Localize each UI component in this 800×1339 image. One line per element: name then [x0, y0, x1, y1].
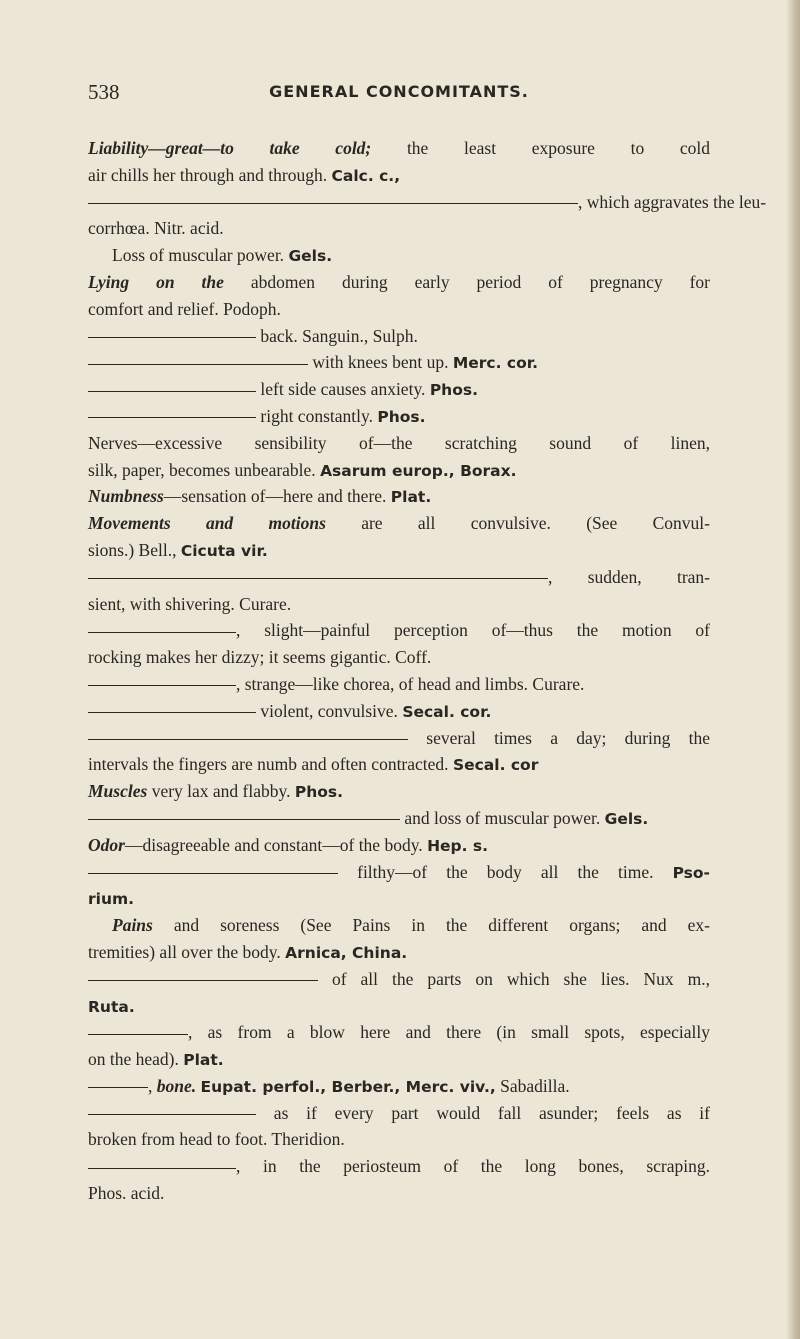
text-line [88, 376, 710, 403]
text-line [88, 1019, 710, 1046]
remedy-name: Merc. cor. [452, 354, 539, 373]
headword: Numbness [88, 486, 164, 507]
text-run: broken from head to foot. Theridion. [88, 1129, 345, 1150]
text-run: air chills her through and through. [88, 164, 332, 185]
ditto-dash [88, 685, 236, 686]
text-line [88, 1046, 710, 1073]
text-line [88, 617, 710, 644]
ditto-dash [88, 203, 578, 204]
text-line [88, 430, 710, 457]
text-run: filthy—of the body all the time. [338, 861, 673, 882]
text-line [88, 564, 710, 591]
text-run: , [148, 1075, 157, 1096]
text-line [88, 1126, 710, 1153]
text-run: sions.) Bell., [88, 539, 181, 560]
remedy-name: Arnica, China. [285, 943, 408, 962]
text-line [88, 671, 710, 698]
headword: Odor [88, 834, 125, 855]
text-line [88, 725, 710, 752]
text-line [88, 269, 710, 296]
remedy-name: Secal. cor [452, 756, 539, 775]
remedy-name: Gels. [288, 247, 333, 266]
text-line [88, 215, 710, 242]
text-line [88, 805, 710, 832]
text-run: of all the parts on which she lies. Nux m., [318, 968, 710, 989]
text-line [88, 1100, 710, 1127]
remedy-name: Cicuta vir. [180, 541, 268, 560]
text-line [88, 189, 767, 216]
remedy-name: Hep. s. [427, 836, 489, 855]
text-run: the least exposure to cold [371, 138, 710, 158]
text-line [88, 510, 710, 537]
remedy-name: Secal. cor. [402, 702, 492, 721]
remedy-name: rium. [88, 890, 135, 909]
remedy-name: Phos. [294, 783, 344, 802]
text-line [88, 457, 710, 484]
headword: Muscles [88, 781, 148, 802]
text-run: as if every part would fall asunder; feels as if [256, 1102, 710, 1123]
text-line [88, 698, 710, 725]
ditto-dash [88, 391, 256, 392]
text-run: violent, convulsive. [256, 700, 403, 721]
ditto-dash [88, 1168, 236, 1169]
headword: Lying on the [88, 271, 224, 292]
text-line [88, 537, 710, 564]
text-run: , in the periosteum of the long bones, scraping. [236, 1156, 710, 1177]
ditto-dash [88, 578, 548, 579]
text-run: Phos. acid. [88, 1183, 165, 1204]
remedy-name: Plat. [183, 1051, 224, 1070]
text-line [88, 349, 710, 376]
text-run: , which aggravates the leu- [578, 191, 767, 212]
remedy-name: Pso- [672, 863, 710, 882]
text-line [88, 751, 710, 778]
text-line [88, 1153, 710, 1180]
entry-list [88, 135, 767, 1207]
text-run: with knees bent up. [308, 352, 453, 373]
text-run: Sabadilla. [495, 1075, 570, 1096]
ditto-dash [88, 819, 400, 820]
page-edge [786, 0, 800, 1339]
text-run: are all convulsive. (See Convul- [325, 513, 710, 534]
text-run: sient, with shivering. Curare. [88, 593, 292, 614]
running-header [88, 80, 710, 110]
text-run: , strange—like chorea, of head and limbs. Curare. [236, 673, 585, 694]
text-line [88, 242, 710, 269]
text-line [88, 993, 710, 1020]
ditto-dash [88, 1034, 188, 1035]
text-line [88, 135, 710, 162]
ditto-dash [88, 364, 308, 365]
text-line [88, 162, 710, 189]
remedy-name: Gels. [604, 809, 649, 828]
remedy-name: Phos. [377, 407, 426, 426]
ditto-dash [88, 712, 256, 713]
text-line [88, 644, 710, 671]
ditto-dash [88, 417, 256, 418]
text-run: silk, paper, becomes unbearable. [88, 459, 321, 480]
text-run: corrhœa. Nitr. acid. [88, 218, 224, 239]
ditto-dash [88, 980, 318, 981]
text-run: right constantly. [256, 405, 378, 426]
ditto-dash [88, 632, 236, 633]
text-run: , slight—painful perception of—thus the motion of [236, 620, 710, 641]
remedy-name: Asarum europ., Borax. [320, 461, 517, 480]
text-run: , sudden, tran- [548, 566, 710, 587]
remedy-name: Calc. c., [331, 166, 401, 185]
text-line [88, 483, 710, 510]
headword: Movements and motions [88, 513, 326, 534]
ditto-dash [88, 873, 338, 874]
text-run: —disagreeable and constant—of the body. [124, 834, 428, 855]
headword: Pains [112, 915, 153, 936]
headword: bone. [156, 1075, 197, 1096]
headword: Liability—great—to take cold; [88, 138, 372, 158]
text-run: , as from a blow here and there (in small spots, especially [188, 1022, 710, 1043]
text-line [88, 1073, 710, 1100]
remedy-name: Ruta. [88, 997, 135, 1016]
ditto-dash [88, 337, 256, 338]
text-run: rocking makes her dizzy; it seems gigantic. Coff. [88, 647, 432, 668]
text-line [88, 323, 710, 350]
page-title: GENERAL CONCOMITANTS. [269, 82, 529, 101]
text-run: very lax and flabby. [147, 781, 295, 802]
ditto-dash [88, 1114, 256, 1115]
text-run: several times a day; during the [408, 727, 710, 748]
text-run: tremities) all over the body. [88, 941, 286, 962]
ditto-dash [88, 1087, 148, 1088]
text-line [88, 939, 710, 966]
text-run: Nerves—excessive sensibility of—the scratching sound of linen, [88, 432, 710, 453]
text-line [88, 591, 710, 618]
text-run: comfort and relief. Podoph. [88, 298, 281, 319]
remedy-name: Eupat. perfol., Berber., Merc. viv., [200, 1077, 496, 1096]
text-line [88, 296, 710, 323]
remedy-name: Phos. [429, 381, 478, 400]
text-line [88, 832, 710, 859]
text-line [88, 859, 710, 886]
text-run: and loss of muscular power. [400, 807, 605, 828]
text-run: and soreness (See Pains in the different organs; and ex- [152, 915, 710, 936]
remedy-name: Plat. [390, 488, 432, 507]
text-run: abdomen during early period of pregnancy for [223, 271, 710, 292]
text-run: back. Sanguin., Sulph. [256, 325, 418, 346]
text-run: —sensation of—here and there. [163, 486, 391, 507]
text-line [88, 912, 710, 939]
text-line [88, 966, 710, 993]
text-line [88, 778, 710, 805]
text-run: Loss of muscular power. [112, 245, 289, 266]
ditto-dash [88, 739, 408, 740]
text-run: on the head). [88, 1049, 184, 1070]
page-number: 538 [88, 80, 120, 104]
text-line [88, 1180, 710, 1207]
text-line [88, 885, 710, 912]
text-line [88, 403, 710, 430]
text-run: left side causes anxiety. [256, 379, 430, 400]
text-run: intervals the fingers are numb and often contracted. [88, 754, 453, 775]
